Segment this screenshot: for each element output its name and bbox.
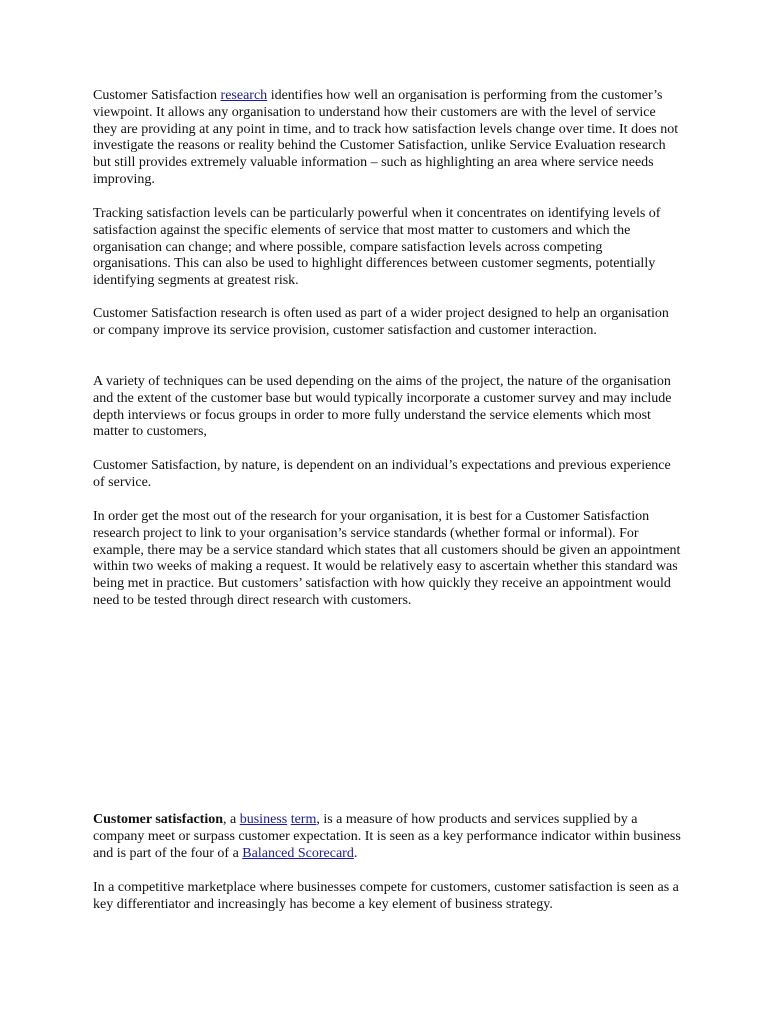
term-link[interactable]: term — [290, 812, 317, 827]
term-bold: Customer satisfaction — [93, 812, 224, 827]
paragraph-intro — [93, 88, 683, 189]
paragraph-tracking: Tracking satisfaction levels can be particularly powerful when it concentrates on identifying levels of satisfaction against the specific elements of service that most matter to customers and which the organisation can change; and where possible, compare satisfaction levels across competing organisations. This can also be used to highlight differences between customer segments, potentially identifying segments at greatest risk. — [93, 206, 661, 289]
paragraph-marketplace: In a competitive marketplace where businesses compete for customers, customer satisfaction is seen as a key differentiator and increasingly has become a key element of business strategy. — [93, 880, 679, 912]
text-run: , is a measure of how products and services supplied by a company meet or surpass customer expectation. It is seen as a key performance indicator within business and is part of the four of a — [93, 812, 681, 861]
paragraph-techniques: A variety of techniques can be used depending on the aims of the project, the nature of the organisation and the extent of the customer base but would typically incorporate a customer survey and may include depth interviews or focus groups in order to more fully understand the service elements which most matter to customers, — [93, 374, 672, 440]
text-run: . — [353, 845, 358, 861]
balanced-scorecard-link[interactable]: Balanced Scorecard — [242, 845, 354, 861]
text-run: , a — [223, 812, 240, 827]
text-run: Customer Satisfaction — [93, 88, 221, 103]
paragraph-expectations: Customer Satisfaction, by nature, is dependent on an individual’s expectations and previous experience of service. — [93, 458, 671, 490]
research-link[interactable]: research — [220, 88, 268, 103]
text-run: identifies how well an organisation is performing from the customer’s viewpoint. It allows any organisation to understand how their customers are with the level of service they are providing at any point in time, and to track how satisfaction levels change over time. It does not investigate the reasons or reality behind the Customer Satisfaction, unlike Service Evaluation research but still provides extremely valuable information – such as highlighting an area where service needs improving. — [93, 88, 679, 187]
paragraph-definition — [93, 812, 683, 862]
business-link[interactable]: business — [239, 812, 288, 827]
paragraph-service-standards: In order get the most out of the research for your organisation, it is best for a Customer Satisfaction research project to link to your organisation’s service standards (whether formal or informal). For example, there may be a service standard which states that all customers should be given an appointment within two weeks of making a request. It would be relatively easy to ascertain whether this standard was being met in practice. But customers’ satisfaction with how quickly they receive an appointment would need to be tested through direct research with customers. — [93, 509, 681, 608]
paragraph-wider-project: Customer Satisfaction research is often used as part of a wider project designed to help an organisation or company improve its service provision, customer satisfaction and customer interaction. — [93, 306, 669, 338]
